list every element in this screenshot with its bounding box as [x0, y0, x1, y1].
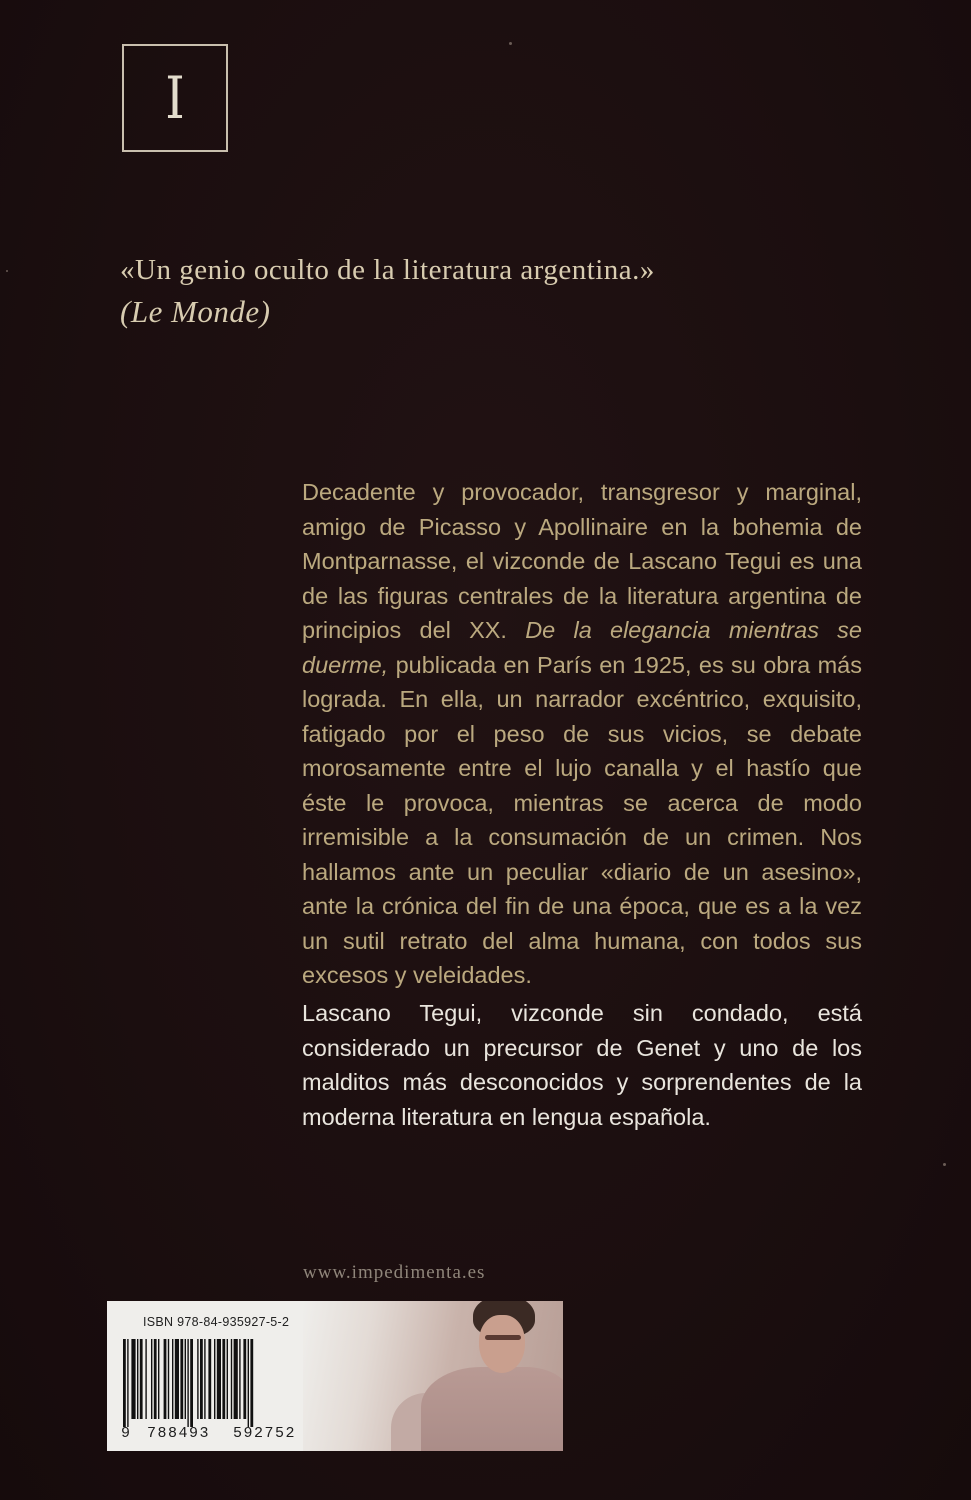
ean-first-digit: 9	[121, 1425, 131, 1442]
quote-text: «Un genio oculto de la literatura argentina.»	[120, 254, 655, 286]
dust-speck	[6, 270, 8, 272]
isbn-label: ISBN 978-84-935927-5-2	[143, 1315, 290, 1329]
photo-eyes	[485, 1335, 521, 1340]
author-bio-paragraph: Lascano Tegui, vizconde sin condado, está considerado un precursor de Genet y uno de los malditos más desconocidos y sorprendentes de la moderna literatura en lengua española.	[302, 1000, 862, 1130]
quote-source: (Le Monde)	[120, 294, 271, 329]
synopsis-text-after: publicada en París en 1925, es su obra más lograda. En ella, un narrador excéntrico, exquisito, fatigado por el peso de sus vicios, se debate morosamente entre el lujo canalla y el hastío que éste le provoca, mientras se acerca de modo irremisible a la consumación de un crimen. Nos hallamos ante un peculiar «diario de un asesino», ante la crónica del fin de una época, que es a la vez un sutil retrato del alma humana, con todos sus excesos y veleidades.	[302, 651, 862, 988]
dust-speck	[509, 42, 512, 45]
barcode-panel	[107, 1301, 563, 1451]
ean-left-digits: 788493	[147, 1425, 211, 1442]
synopsis-text-before: Decadente y provocador, transgresor y marginal, amigo de Picasso y Apollinaire en la bohemia de Montparnasse, el vizconde de Lascano Tegui es una de las figuras centrales de la literatura argentina de principios del XX.	[302, 479, 862, 643]
book-title-italic: De la elegancia mientras se duerme,	[302, 617, 862, 678]
photo-body	[421, 1367, 563, 1451]
press-quote	[120, 250, 820, 334]
publisher-logo	[122, 44, 228, 152]
photo-face	[479, 1315, 525, 1373]
ean-right-digits: 592752	[233, 1425, 297, 1442]
barcode-icon	[121, 1339, 305, 1427]
dust-speck	[943, 1163, 946, 1166]
author-photo	[303, 1301, 563, 1451]
publisher-logo-letter: I	[165, 64, 185, 132]
publisher-website: www.impedimenta.es	[303, 1262, 486, 1283]
synopsis-paragraph	[302, 475, 862, 993]
